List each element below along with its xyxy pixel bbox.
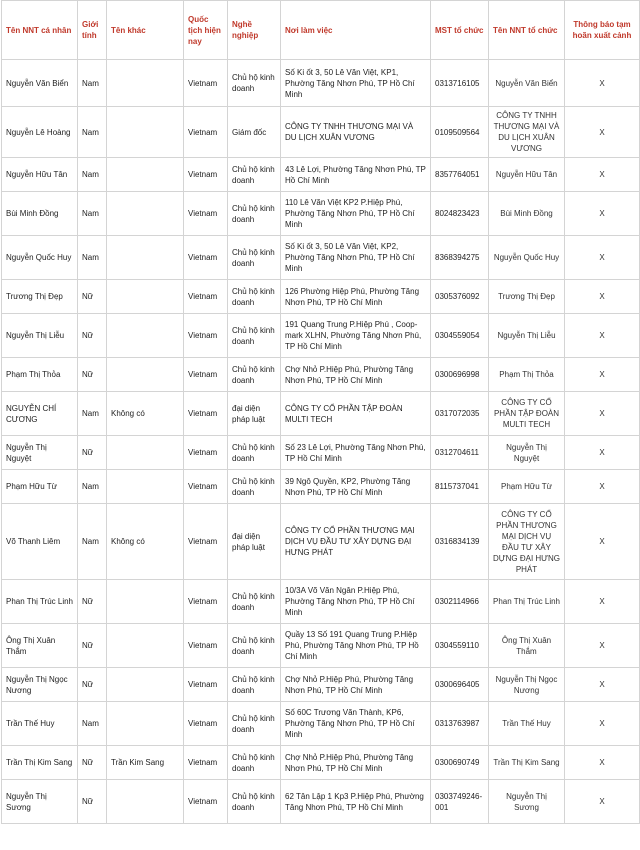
- gender-cell: Nam: [78, 702, 107, 746]
- workplace-cell: 43 Lê Lợi, Phường Tăng Nhơn Phú, TP Hồ Chí Minh: [281, 158, 431, 192]
- table-row: [2, 158, 640, 192]
- name-cell: Nguyễn Văn Biển: [2, 60, 78, 107]
- workplace-cell: Số 23 Lê Lợi, Phường Tăng Nhơn Phú, TP Hồ Chí Minh: [281, 436, 431, 470]
- gender-cell: Nữ: [78, 746, 107, 780]
- occupation-cell: Giám đốc: [228, 107, 281, 158]
- name-cell: Nguyễn Hữu Tân: [2, 158, 78, 192]
- occupation-cell: Chủ hộ kinh doanh: [228, 470, 281, 504]
- header-org-name: Tên NNT tổ chức: [489, 1, 565, 60]
- other-name-cell: [107, 60, 184, 107]
- nationality-cell: Vietnam: [184, 436, 228, 470]
- gender-cell: Nữ: [78, 358, 107, 392]
- occupation-cell: đại diện pháp luật: [228, 504, 281, 580]
- name-cell: Phan Thị Trúc Linh: [2, 580, 78, 624]
- table-header-row: [2, 1, 640, 60]
- workplace-cell: Quầy 13 Số 191 Quang Trung P.Hiệp Phú, Phường Tăng Nhơn Phú, TP Hồ Chí Minh: [281, 624, 431, 668]
- exit-suspension-cell: X: [565, 60, 640, 107]
- org-name-cell: CÔNG TY CỔ PHẦN THƯƠNG MẠI DỊCH VỤ ĐẦU TƯ XÂY DỰNG ĐẠI HƯNG PHÁT: [489, 504, 565, 580]
- occupation-cell: Chủ hộ kinh doanh: [228, 280, 281, 314]
- gender-cell: Nam: [78, 236, 107, 280]
- other-name-cell: [107, 236, 184, 280]
- org-name-cell: Phạm Thị Thỏa: [489, 358, 565, 392]
- occupation-cell: Chủ hộ kinh doanh: [228, 702, 281, 746]
- name-cell: Nguyễn Thị Liễu: [2, 314, 78, 358]
- name-cell: Ông Thị Xuân Thắm: [2, 624, 78, 668]
- occupation-cell: Chủ hộ kinh doanh: [228, 624, 281, 668]
- nationality-cell: Vietnam: [184, 158, 228, 192]
- table-row: [2, 668, 640, 702]
- name-cell: Bùi Minh Đồng: [2, 192, 78, 236]
- exit-suspension-cell: X: [565, 504, 640, 580]
- table-row: [2, 504, 640, 580]
- org-name-cell: Bùi Minh Đồng: [489, 192, 565, 236]
- exit-suspension-cell: X: [565, 236, 640, 280]
- gender-cell: Nữ: [78, 314, 107, 358]
- gender-cell: Nam: [78, 392, 107, 436]
- name-cell: Nguyễn Thị Sương: [2, 780, 78, 824]
- org-tax-code-cell: 8368394275: [431, 236, 489, 280]
- org-tax-code-cell: 0305376092: [431, 280, 489, 314]
- occupation-cell: đại diện pháp luật: [228, 392, 281, 436]
- nationality-cell: Vietnam: [184, 192, 228, 236]
- nationality-cell: Vietnam: [184, 60, 228, 107]
- table-row: [2, 358, 640, 392]
- other-name-cell: [107, 580, 184, 624]
- org-name-cell: Trần Thế Huy: [489, 702, 565, 746]
- workplace-cell: 126 Phường Hiệp Phú, Phường Tăng Nhơn Phú, TP Hồ Chí Minh: [281, 280, 431, 314]
- exit-suspension-cell: X: [565, 192, 640, 236]
- occupation-cell: Chủ hộ kinh doanh: [228, 746, 281, 780]
- org-name-cell: Nguyễn Thị Ngọc Nương: [489, 668, 565, 702]
- name-cell: Nguyễn Thị Ngọc Nương: [2, 668, 78, 702]
- gender-cell: Nữ: [78, 580, 107, 624]
- nationality-cell: Vietnam: [184, 314, 228, 358]
- gender-cell: Nữ: [78, 436, 107, 470]
- org-name-cell: Phan Thị Trúc Linh: [489, 580, 565, 624]
- occupation-cell: Chủ hộ kinh doanh: [228, 358, 281, 392]
- nationality-cell: Vietnam: [184, 107, 228, 158]
- org-name-cell: Nguyễn Thị Sương: [489, 780, 565, 824]
- occupation-cell: Chủ hộ kinh doanh: [228, 314, 281, 358]
- nationality-cell: Vietnam: [184, 470, 228, 504]
- taxpayer-exit-suspension-table: [1, 0, 640, 824]
- gender-cell: Nam: [78, 192, 107, 236]
- other-name-cell: [107, 358, 184, 392]
- occupation-cell: Chủ hộ kinh doanh: [228, 60, 281, 107]
- exit-suspension-cell: X: [565, 436, 640, 470]
- org-name-cell: CÔNG TY TNHH THƯƠNG MẠI VÀ DU LỊCH XUÂN VƯƠNG: [489, 107, 565, 158]
- table-row: [2, 436, 640, 470]
- table-row: [2, 580, 640, 624]
- table-row: [2, 392, 640, 436]
- org-tax-code-cell: 0313763987: [431, 702, 489, 746]
- exit-suspension-cell: X: [565, 580, 640, 624]
- gender-cell: Nam: [78, 158, 107, 192]
- nationality-cell: Vietnam: [184, 358, 228, 392]
- nationality-cell: Vietnam: [184, 580, 228, 624]
- nationality-cell: Vietnam: [184, 392, 228, 436]
- other-name-cell: [107, 314, 184, 358]
- table-row: [2, 624, 640, 668]
- org-name-cell: Trương Thị Đẹp: [489, 280, 565, 314]
- workplace-cell: 39 Ngô Quyền, KP2, Phường Tăng Nhơn Phú, TP Hồ Chí Minh: [281, 470, 431, 504]
- table-row: [2, 702, 640, 746]
- org-tax-code-cell: 8024823423: [431, 192, 489, 236]
- table-row: [2, 107, 640, 158]
- name-cell: NGUYỄN CHÍ CƯƠNG: [2, 392, 78, 436]
- header-workplace: Nơi làm việc: [281, 1, 431, 60]
- exit-suspension-cell: X: [565, 314, 640, 358]
- occupation-cell: Chủ hộ kinh doanh: [228, 780, 281, 824]
- name-cell: Trương Thị Đẹp: [2, 280, 78, 314]
- table-row: [2, 470, 640, 504]
- exit-suspension-cell: X: [565, 780, 640, 824]
- org-tax-code-cell: 0109509564: [431, 107, 489, 158]
- table-row: [2, 60, 640, 107]
- exit-suspension-cell: X: [565, 624, 640, 668]
- exit-suspension-cell: X: [565, 280, 640, 314]
- other-name-cell: [107, 280, 184, 314]
- gender-cell: Nam: [78, 504, 107, 580]
- org-tax-code-cell: 0300696405: [431, 668, 489, 702]
- org-name-cell: Trần Thị Kim Sang: [489, 746, 565, 780]
- name-cell: Nguyễn Thị Nguyệt: [2, 436, 78, 470]
- name-cell: Nguyễn Quốc Huy: [2, 236, 78, 280]
- nationality-cell: Vietnam: [184, 624, 228, 668]
- exit-suspension-cell: X: [565, 158, 640, 192]
- org-tax-code-cell: 0317072035: [431, 392, 489, 436]
- occupation-cell: Chủ hộ kinh doanh: [228, 668, 281, 702]
- org-tax-code-cell: 0300696998: [431, 358, 489, 392]
- name-cell: Võ Thanh Liêm: [2, 504, 78, 580]
- org-name-cell: Nguyễn Thị Liễu: [489, 314, 565, 358]
- org-tax-code-cell: 0304559110: [431, 624, 489, 668]
- other-name-cell: [107, 436, 184, 470]
- gender-cell: Nam: [78, 107, 107, 158]
- table-row: [2, 192, 640, 236]
- other-name-cell: [107, 107, 184, 158]
- name-cell: Trần Thế Huy: [2, 702, 78, 746]
- org-name-cell: Nguyễn Hữu Tân: [489, 158, 565, 192]
- exit-suspension-cell: X: [565, 702, 640, 746]
- workplace-cell: CÔNG TY CỔ PHẦN THƯƠNG MẠI DỊCH VỤ ĐẦU TƯ XÂY DỰNG ĐẠI HƯNG PHÁT: [281, 504, 431, 580]
- header-exit-suspension: Thông báo tạm hoãn xuất cảnh: [565, 1, 640, 60]
- other-name-cell: [107, 668, 184, 702]
- other-name-cell: [107, 624, 184, 668]
- org-tax-code-cell: 0304559054: [431, 314, 489, 358]
- org-tax-code-cell: 0302114966: [431, 580, 489, 624]
- gender-cell: Nam: [78, 60, 107, 107]
- occupation-cell: Chủ hộ kinh doanh: [228, 236, 281, 280]
- table-row: [2, 280, 640, 314]
- workplace-cell: Chợ Nhỏ P.Hiệp Phú, Phường Tăng Nhơn Phú, TP Hồ Chí Minh: [281, 358, 431, 392]
- nationality-cell: Vietnam: [184, 280, 228, 314]
- gender-cell: Nữ: [78, 280, 107, 314]
- org-name-cell: Phạm Hữu Từ: [489, 470, 565, 504]
- nationality-cell: Vietnam: [184, 668, 228, 702]
- workplace-cell: Chợ Nhỏ P.Hiệp Phú, Phường Tăng Nhơn Phú, TP Hồ Chí Minh: [281, 746, 431, 780]
- nationality-cell: Vietnam: [184, 702, 228, 746]
- exit-suspension-cell: X: [565, 746, 640, 780]
- org-name-cell: Nguyễn Văn Biển: [489, 60, 565, 107]
- exit-suspension-cell: X: [565, 107, 640, 158]
- gender-cell: Nam: [78, 470, 107, 504]
- workplace-cell: 62 Tân Lập 1 Kp3 P.Hiệp Phú, Phường Tăng Nhơn Phú, TP Hồ Chí Minh: [281, 780, 431, 824]
- workplace-cell: 191 Quang Trung P.Hiệp Phú , Coop-mark XLHN, Phường Tăng Nhơn Phú, TP Hồ Chí Minh: [281, 314, 431, 358]
- other-name-cell: [107, 470, 184, 504]
- workplace-cell: Số Ki ốt 3, 50 Lê Văn Việt, KP1, Phường Tăng Nhơn Phú, TP Hồ Chí Minh: [281, 60, 431, 107]
- other-name-cell: [107, 780, 184, 824]
- nationality-cell: Vietnam: [184, 504, 228, 580]
- other-name-cell: [107, 158, 184, 192]
- workplace-cell: Chợ Nhỏ P.Hiệp Phú, Phường Tăng Nhơn Phú, TP Hồ Chí Minh: [281, 668, 431, 702]
- occupation-cell: Chủ hộ kinh doanh: [228, 158, 281, 192]
- exit-suspension-cell: X: [565, 392, 640, 436]
- other-name-cell: Không có: [107, 504, 184, 580]
- org-name-cell: CÔNG TY CỔ PHẦN TẬP ĐOÀN MULTI TECH: [489, 392, 565, 436]
- header-org-tax-code: MST tổ chức: [431, 1, 489, 60]
- other-name-cell: [107, 192, 184, 236]
- gender-cell: Nữ: [78, 668, 107, 702]
- header-other-name: Tên khác: [107, 1, 184, 60]
- org-name-cell: Nguyễn Thị Nguyệt: [489, 436, 565, 470]
- org-name-cell: Nguyễn Quốc Huy: [489, 236, 565, 280]
- gender-cell: Nữ: [78, 780, 107, 824]
- org-tax-code-cell: 0313716105: [431, 60, 489, 107]
- table-row: [2, 780, 640, 824]
- org-tax-code-cell: 0312704611: [431, 436, 489, 470]
- name-cell: Phạm Hữu Từ: [2, 470, 78, 504]
- header-occupation: Nghề nghiệp: [228, 1, 281, 60]
- workplace-cell: CÔNG TY TNHH THƯƠNG MẠI VÀ DU LỊCH XUÂN VƯƠNG: [281, 107, 431, 158]
- occupation-cell: Chủ hộ kinh doanh: [228, 192, 281, 236]
- workplace-cell: 10/3A Võ Văn Ngân P.Hiệp Phú, Phường Tăng Nhơn Phú, TP Hồ Chí Minh: [281, 580, 431, 624]
- table-row: [2, 236, 640, 280]
- other-name-cell: Không có: [107, 392, 184, 436]
- table-row: [2, 314, 640, 358]
- workplace-cell: Số 60C Trương Văn Thành, KP6, Phường Tăng Nhơn Phú, TP Hồ Chí Minh: [281, 702, 431, 746]
- occupation-cell: Chủ hộ kinh doanh: [228, 436, 281, 470]
- occupation-cell: Chủ hộ kinh doanh: [228, 580, 281, 624]
- org-tax-code-cell: 0300690749: [431, 746, 489, 780]
- exit-suspension-cell: X: [565, 470, 640, 504]
- org-name-cell: Ông Thị Xuân Thắm: [489, 624, 565, 668]
- gender-cell: Nữ: [78, 624, 107, 668]
- name-cell: Nguyễn Lê Hoàng: [2, 107, 78, 158]
- workplace-cell: Số Ki ốt 3, 50 Lê Văn Việt, KP2, Phường Tăng Nhơn Phú, TP Hồ Chí Minh: [281, 236, 431, 280]
- org-tax-code-cell: 0316834139: [431, 504, 489, 580]
- nationality-cell: Vietnam: [184, 236, 228, 280]
- org-tax-code-cell: 8357764051: [431, 158, 489, 192]
- nationality-cell: Vietnam: [184, 746, 228, 780]
- workplace-cell: 110 Lê Văn Việt KP2 P.Hiệp Phú, Phường Tăng Nhơn Phú, TP Hồ Chí Minh: [281, 192, 431, 236]
- other-name-cell: Trần Kim Sang: [107, 746, 184, 780]
- table-row: [2, 746, 640, 780]
- header-nationality: Quốc tịch hiện nay: [184, 1, 228, 60]
- other-name-cell: [107, 702, 184, 746]
- exit-suspension-cell: X: [565, 358, 640, 392]
- workplace-cell: CÔNG TY CỔ PHẦN TẬP ĐOÀN MULTI TECH: [281, 392, 431, 436]
- org-tax-code-cell: 8115737041: [431, 470, 489, 504]
- exit-suspension-cell: X: [565, 668, 640, 702]
- name-cell: Trần Thị Kim Sang: [2, 746, 78, 780]
- org-tax-code-cell: 0303749246-001: [431, 780, 489, 824]
- header-gender: Giới tính: [78, 1, 107, 60]
- name-cell: Phạm Thị Thỏa: [2, 358, 78, 392]
- nationality-cell: Vietnam: [184, 780, 228, 824]
- header-name: Tên NNT cá nhân: [2, 1, 78, 60]
